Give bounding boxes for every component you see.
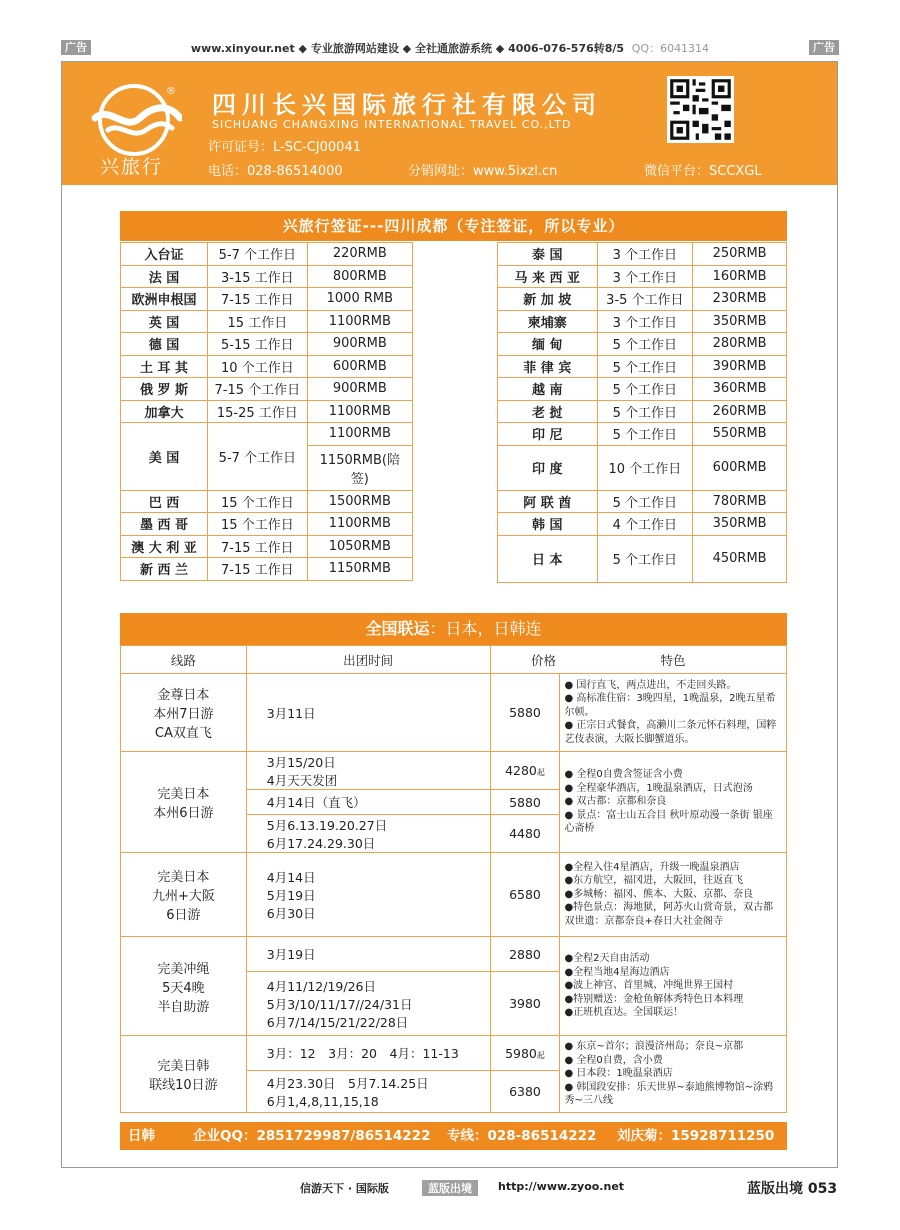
visa-price-escort: 1150RMB(陪签) xyxy=(307,445,412,490)
contact-person: 刘庆菊：15928711250 xyxy=(617,1128,775,1144)
visa-country: 越 南 xyxy=(498,378,598,401)
tour-price-value: 6580 xyxy=(509,887,541,902)
tour-route: 金尊日本 本州7日游 CA双直飞 xyxy=(121,674,247,752)
visa-time: 5 个工作日 xyxy=(597,423,693,446)
visa-price: 220RMB xyxy=(307,243,412,266)
visa-time: 5 个工作日 xyxy=(597,535,693,582)
phone: 电话：028-86514000 xyxy=(208,164,343,179)
footer-url[interactable]: http://www.zyoo.net xyxy=(498,1180,625,1193)
visa-time: 3 个工作日 xyxy=(597,243,693,266)
rail-title-bold: 全国联运 xyxy=(365,619,430,638)
tour-date: 5月6.13.19.20.27日 6月17.24.29.30日 xyxy=(246,815,490,853)
tour-price-value: 4480 xyxy=(509,826,541,841)
tour-price xyxy=(490,790,560,815)
visa-time: 15-25 工作日 xyxy=(208,400,308,423)
visa-country: 印 度 xyxy=(498,445,598,490)
visa-row xyxy=(498,265,787,288)
header-feature: 特色 xyxy=(560,646,787,674)
tour-price-value: 3980 xyxy=(509,996,541,1011)
tour-row xyxy=(121,752,787,790)
visa-row xyxy=(121,400,413,423)
tour-price xyxy=(490,1036,560,1071)
svg-text:®: ® xyxy=(166,86,176,97)
visa-time: 5 个工作日 xyxy=(597,333,693,356)
visa-row xyxy=(121,288,413,311)
tour-features: ●全程2天自由活动 ●全程当地4星海边酒店 ●波上神宫、首里城、冲绳世界王国村 ●特别赠送：金枪鱼解体秀特色日本料理 ●正班机直达。全国联运！ xyxy=(560,937,787,1036)
visa-country: 日 本 xyxy=(498,535,598,582)
top-ad-qq: QQ：6041314 xyxy=(631,42,710,55)
visa-table-left xyxy=(120,242,413,581)
visa-row xyxy=(121,558,413,581)
tour-row xyxy=(121,674,787,752)
visa-time: 7-15 工作日 xyxy=(208,558,308,581)
visa-time: 3 个工作日 xyxy=(597,310,693,333)
visa-price: 900RMB xyxy=(307,333,412,356)
tour-date: 3月19日 xyxy=(246,937,490,972)
tour-price xyxy=(490,752,560,790)
visa-time: 7-15 工作日 xyxy=(208,535,308,558)
company-name-cn: 四川长兴国际旅行社有限公司 xyxy=(212,91,602,119)
tour-price-value: 2880 xyxy=(509,946,541,962)
visa-country: 美 国 xyxy=(121,423,208,491)
logo-text: 兴旅行 xyxy=(100,156,164,178)
visa-country: 巴 西 xyxy=(121,490,208,513)
price-suffix: 起 xyxy=(536,1050,545,1060)
wechat: 微信平台：SCCXGL xyxy=(644,164,762,179)
visa-section-title: 兴旅行签证---四川成都（专注签证，所以专业） xyxy=(120,211,787,241)
tour-route: 完美冲绳 5天4晚 半自助游 xyxy=(121,937,247,1036)
visa-row xyxy=(498,243,787,266)
visa-country: 新 加 坡 xyxy=(498,288,598,311)
visa-country: 缅 甸 xyxy=(498,333,598,356)
contact-qq: 企业QQ：2851729987/86514222 xyxy=(193,1128,431,1144)
visa-time: 5-7 个工作日 xyxy=(208,243,308,266)
visa-price: 600RMB xyxy=(693,445,787,490)
qr-code-icon xyxy=(667,76,734,143)
tour-features: ●全程入住4星酒店，升级一晚温泉酒店 ●东方航空，福冈进，大阪回，往返直飞 ●多城畅：福冈、熊本、大阪、京都、奈良 ●特色景点：海地狱，阿苏火山赏奇景，双古都双世遗：京都奈良+春日大社金阁寺 xyxy=(560,853,787,937)
visa-row xyxy=(498,333,787,356)
visa-price: 160RMB xyxy=(693,265,787,288)
visa-row xyxy=(498,513,787,536)
visa-time: 5 个工作日 xyxy=(597,490,693,513)
visa-price: 1100RMB xyxy=(307,400,412,423)
visa-country: 英 国 xyxy=(121,310,208,333)
visa-time: 3-15 工作日 xyxy=(208,265,308,288)
visa-country: 泰 国 xyxy=(498,243,598,266)
visa-price: 1150RMB xyxy=(307,558,412,581)
visa-row xyxy=(121,513,413,536)
visa-time: 4 个工作日 xyxy=(597,513,693,536)
visa-price: 230RMB xyxy=(693,288,787,311)
visa-price: 350RMB xyxy=(693,310,787,333)
tour-route: 完美日本 本州6日游 xyxy=(121,752,247,853)
tour-price xyxy=(490,853,560,937)
visa-row xyxy=(498,423,787,446)
visa-row xyxy=(121,535,413,558)
tour-price xyxy=(490,1071,560,1113)
visa-time: 5 个工作日 xyxy=(597,400,693,423)
visa-time: 3-5 个工作日 xyxy=(597,288,693,311)
visa-row xyxy=(121,423,413,446)
visa-country: 阿 联 酋 xyxy=(498,490,598,513)
visa-price: 1100RMB xyxy=(307,423,412,446)
price-suffix: 起 xyxy=(536,768,545,777)
top-ad-line xyxy=(0,40,900,56)
visa-time: 3 个工作日 xyxy=(597,265,693,288)
tour-price-value: 5880 xyxy=(509,705,541,720)
visa-price: 1100RMB xyxy=(307,513,412,536)
tour-price-value: 6380 xyxy=(509,1084,541,1099)
tour-table xyxy=(120,645,787,1113)
contact-line: 专线：028-86514222 xyxy=(447,1128,597,1144)
tour-date: 4月23.30日 5月7.14.25日 6月1,4,8,11,15,18 xyxy=(246,1071,490,1113)
header-price: 价格 xyxy=(490,646,560,674)
visa-country: 墨 西 哥 xyxy=(121,513,208,536)
swirl-logo-icon xyxy=(90,80,182,158)
visa-row xyxy=(498,378,787,401)
company-header xyxy=(62,62,837,185)
tour-row xyxy=(121,853,787,937)
tour-price xyxy=(490,937,560,972)
tour-price xyxy=(490,674,560,752)
visa-country: 澳 大 利 亚 xyxy=(121,535,208,558)
visa-time: 15 个工作日 xyxy=(208,490,308,513)
tour-date: 4月14日 5月19日 6月30日 xyxy=(246,853,490,937)
tour-features: ● 全程0自费含签证含小费 ● 全程豪华酒店，1晚温泉酒店，日式泡汤 ● 双古都：京都和奈良 ● 景点：富士山五合目 秋叶原动漫一条街 银座 心斋桥 xyxy=(560,752,787,853)
visa-row xyxy=(121,490,413,513)
visa-country: 法 国 xyxy=(121,265,208,288)
company-name-en: SICHUANG CHANGXING INTERNATIONAL TRAVEL CO.,LTD xyxy=(212,118,572,131)
visa-row xyxy=(498,310,787,333)
tour-features: ● 东京~首尔；浪漫济州岛；奈良~京都 ● 全程0自费，含小费 ● 日本段：1晚温泉酒店 ● 韩国段安排：乐天世界~泰迪熊博物馆~涂鸦秀~三八线 xyxy=(560,1036,787,1113)
shop-url: 分销网址：www.5ixzl.cn xyxy=(408,164,558,179)
visa-price: 1000 RMB xyxy=(307,288,412,311)
visa-price: 450RMB xyxy=(693,535,787,582)
ad-tag-left: 广告 xyxy=(61,40,91,55)
header-route: 线路 xyxy=(121,646,247,674)
visa-time: 5 个工作日 xyxy=(597,355,693,378)
visa-price: 1500RMB xyxy=(307,490,412,513)
visa-time: 15 工作日 xyxy=(208,310,308,333)
tour-price-value: 4280 xyxy=(505,763,537,778)
footer-page: 蓝版出境 053 xyxy=(747,1181,838,1197)
visa-country: 马 来 西 亚 xyxy=(498,265,598,288)
header-date: 出团时间 xyxy=(246,646,490,674)
visa-row xyxy=(121,355,413,378)
visa-country: 加拿大 xyxy=(121,400,208,423)
visa-price: 280RMB xyxy=(693,333,787,356)
visa-row xyxy=(498,445,787,490)
visa-row xyxy=(498,490,787,513)
tour-price-value: 5880 xyxy=(509,794,541,810)
tour-date: 4月14日（直飞） xyxy=(246,790,490,815)
tour-row xyxy=(121,1036,787,1071)
visa-country: 印 尼 xyxy=(498,423,598,446)
contact-label: 日韩 xyxy=(128,1128,155,1144)
footer-badge: 蓝版出境 xyxy=(422,1180,478,1196)
tour-date: 3月15/20日 4月天天发团 xyxy=(246,752,490,790)
visa-price: 1100RMB xyxy=(307,310,412,333)
visa-time: 5-7 个工作日 xyxy=(208,423,308,491)
tour-date: 3月11日 xyxy=(246,674,490,752)
visa-time: 15 个工作日 xyxy=(208,513,308,536)
tour-price xyxy=(490,815,560,853)
visa-price: 550RMB xyxy=(693,423,787,446)
tour-price-value: 5980 xyxy=(505,1045,537,1061)
visa-price: 1050RMB xyxy=(307,535,412,558)
visa-country: 韩 国 xyxy=(498,513,598,536)
tour-row xyxy=(121,937,787,972)
footer-left: 信游天下 · 国际版 xyxy=(300,1182,389,1195)
visa-time: 7-15 个工作日 xyxy=(208,378,308,401)
visa-time: 10 个工作日 xyxy=(208,355,308,378)
tour-date: 3月：12 3月：20 4月：11-13 xyxy=(246,1036,490,1071)
visa-country: 德 国 xyxy=(121,333,208,356)
visa-row xyxy=(121,310,413,333)
visa-time: 5 个工作日 xyxy=(597,378,693,401)
visa-row xyxy=(121,378,413,401)
visa-row xyxy=(498,355,787,378)
visa-country: 新 西 兰 xyxy=(121,558,208,581)
visa-price: 360RMB xyxy=(693,378,787,401)
visa-price: 600RMB xyxy=(307,355,412,378)
tour-features: ● 国行直飞，两点进出，不走回头路。 ● 高标准住宿：3晚四星，1晚温泉，2晚五星希尔顿。 ● 正宗日式餐食，高濑川二条元怀石料理，国粹艺伎表演，大阪长脚蟹道乐。 xyxy=(560,674,787,752)
tour-price xyxy=(490,972,560,1036)
visa-time: 7-15 工作日 xyxy=(208,288,308,311)
visa-price: 250RMB xyxy=(693,243,787,266)
visa-country: 俄 罗 斯 xyxy=(121,378,208,401)
tour-route: 完美日韩 联线10日游 xyxy=(121,1036,247,1113)
visa-row xyxy=(121,333,413,356)
visa-country: 菲 律 宾 xyxy=(498,355,598,378)
visa-row xyxy=(498,535,787,582)
visa-row xyxy=(121,243,413,266)
visa-price: 390RMB xyxy=(693,355,787,378)
tour-route: 完美日本 九州+大阪 6日游 xyxy=(121,853,247,937)
visa-time: 5-15 工作日 xyxy=(208,333,308,356)
rail-section-title xyxy=(120,613,787,645)
visa-country: 土 耳 其 xyxy=(121,355,208,378)
ad-tag-right: 广告 xyxy=(809,40,839,55)
visa-country: 入台证 xyxy=(121,243,208,266)
top-ad-text: www.xinyour.net ◆ 专业旅游网站建设 ◆ 全社通旅游系统 ◆ 4006-076-576转8/5 xyxy=(190,42,625,55)
license-number: 许可证号：L-SC-CJ00041 xyxy=(208,140,361,155)
visa-row xyxy=(498,400,787,423)
visa-price: 800RMB xyxy=(307,265,412,288)
visa-table-right xyxy=(497,242,787,583)
rail-title-rest: ：日本，日韩连 xyxy=(429,619,542,638)
visa-row xyxy=(498,288,787,311)
visa-time: 10 个工作日 xyxy=(597,445,693,490)
visa-country: 柬埔寨 xyxy=(498,310,598,333)
visa-country: 老 挝 xyxy=(498,400,598,423)
visa-price: 260RMB xyxy=(693,400,787,423)
visa-price: 900RMB xyxy=(307,378,412,401)
contact-bar xyxy=(120,1122,787,1150)
visa-country: 欧洲申根国 xyxy=(121,288,208,311)
tour-date: 4月11/12/19/26日 5月3/10/11/17//24/31日 6月7/14/15/21/22/28日 xyxy=(246,972,490,1036)
visa-row xyxy=(121,265,413,288)
visa-price: 780RMB xyxy=(693,490,787,513)
visa-price: 350RMB xyxy=(693,513,787,536)
